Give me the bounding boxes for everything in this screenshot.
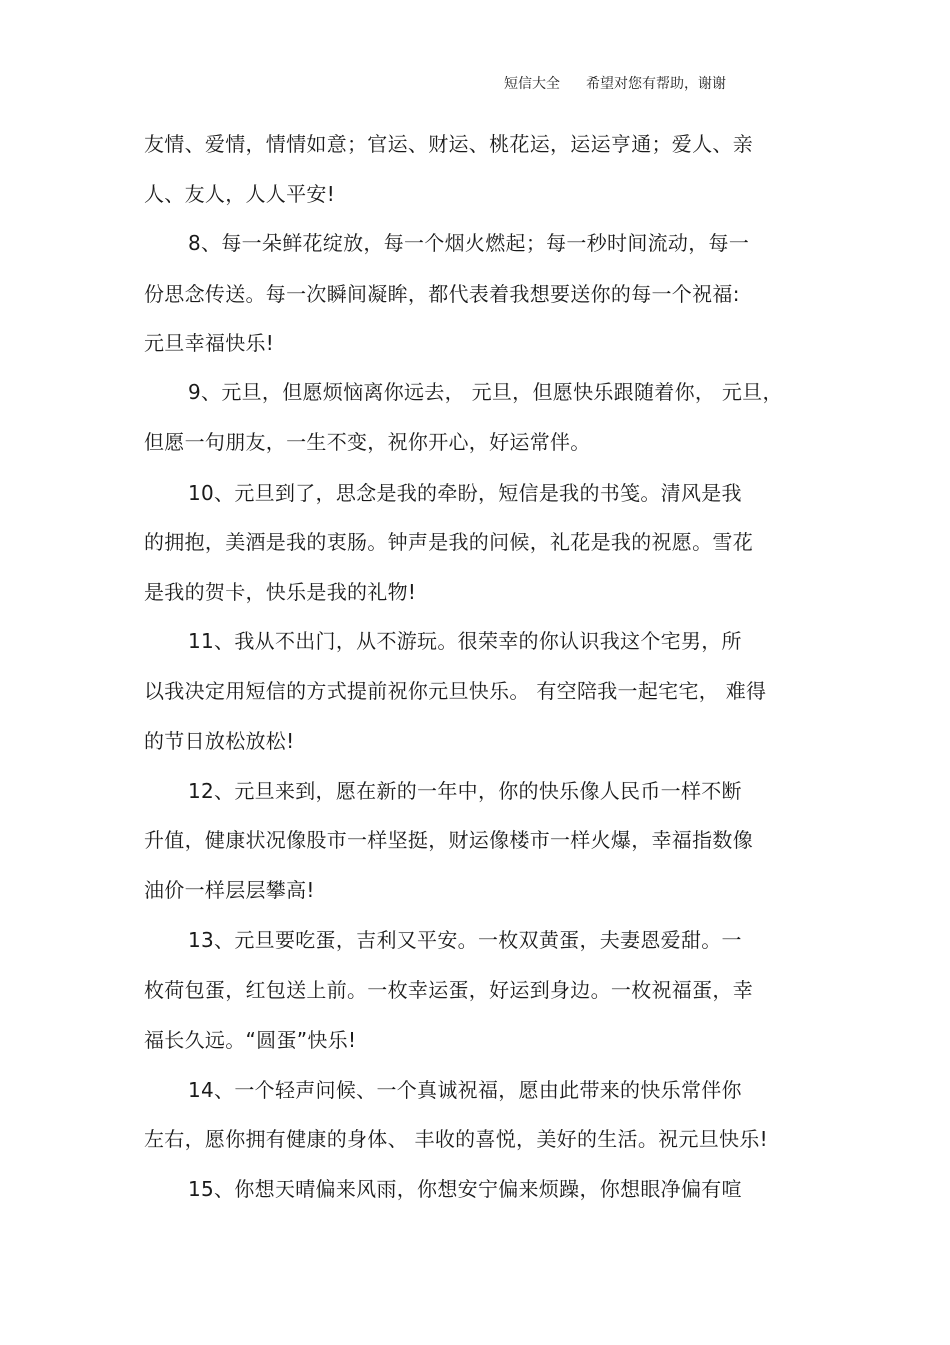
text-line: 友情、爱情，情情如意；官运、财运、桃花运，运运亨通；爱人、亲 — [144, 132, 753, 156]
text-line: 油价一样层层攀高! — [144, 878, 315, 902]
page-header — [504, 74, 726, 94]
text-line: 人、友人，人人平安! — [144, 182, 336, 206]
header-title: 短信大全 — [504, 76, 560, 92]
header-note: 希望对您有帮助，谢谢 — [586, 76, 726, 92]
paragraph-8-line: 8、每一朵鲜花绽放，每一个烟火燃起；每一秒时间流动，每一 — [188, 231, 750, 255]
text-line: 的拥抱，美酒是我的衷肠。钟声是我的问候，礼花是我的祝愿。雪花 — [144, 530, 753, 554]
text-line: 左右，愿你拥有健康的身体、 丰收的喜悦，美好的生活。祝元旦快乐! — [144, 1127, 768, 1151]
paragraph-14-line: 14、一个轻声问候、一个真诚祝福，愿由此带来的快乐常伴你 — [188, 1078, 742, 1102]
text-line: 但愿一句朋友，一生不变，祝你开心，好运常伴。 — [144, 430, 591, 454]
text-line: 枚荷包蛋，红包送上前。一枚幸运蛋，好运到身边。一枚祝福蛋，幸 — [144, 978, 753, 1002]
text-line: 升值，健康状况像股市一样坚挺，财运像楼市一样火爆，幸福指数像 — [144, 828, 753, 852]
text-line: 福长久远。“圆蛋”快乐! — [144, 1028, 357, 1052]
paragraph-12-line: 12、元旦来到，愿在新的一年中，你的快乐像人民币一样不断 — [188, 779, 742, 803]
text-line: 元旦幸福快乐! — [144, 331, 275, 355]
paragraph-15-line: 15、你想天晴偏来风雨，你想安宁偏来烦躁，你想眼净偏有喧 — [188, 1177, 742, 1201]
paragraph-9-line: 9、元旦，但愿烦恼离你远去， 元旦，但愿快乐跟随着你， 元旦， — [188, 380, 783, 404]
text-line: 的节日放松放松! — [144, 729, 295, 753]
paragraph-11-line: 11、我从不出门，从不游玩。很荣幸的你认识我这个宅男，所 — [188, 629, 742, 653]
text-line: 以我决定用短信的方式提前祝你元旦快乐。 有空陪我一起宅宅， 难得 — [144, 679, 767, 703]
paragraph-13-line: 13、元旦要吃蛋，吉利又平安。一枚双黄蛋，夫妻恩爱甜。一 — [188, 928, 742, 952]
text-line: 份思念传送。每一次瞬间凝眸，都代表着我想要送你的每一个祝福: — [144, 282, 740, 306]
text-line: 是我的贺卡，快乐是我的礼物! — [144, 580, 417, 604]
paragraph-10-line: 10、元旦到了，思念是我的牵盼，短信是我的书笺。清风是我 — [188, 481, 742, 505]
